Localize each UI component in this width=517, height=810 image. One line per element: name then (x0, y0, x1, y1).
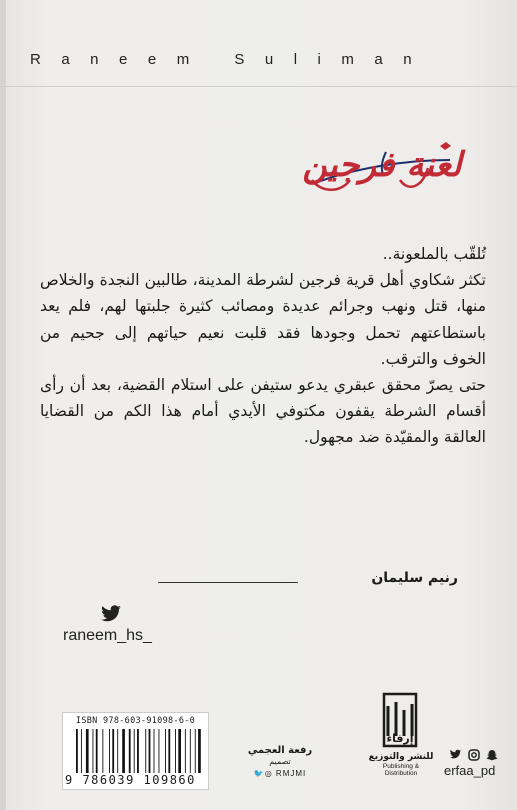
barcode-bar (154, 729, 155, 773)
barcode-bar (122, 729, 125, 773)
author-handle: raneem_hs_ (63, 627, 152, 644)
blurb-paragraph-2: تكثر شكاوي أهل قرية فرجين لشرطة المدينة، طالبين النجدة والخلاص منها، قتل ونهب وجرائم عديدة ومصائب كثيرة جلبتها لهم، فلم يعد باستطاعتهم تحمل وجودها فقد قلبت نعيم حياتهم إلى جحيم من الخوف والترقب. (40, 271, 486, 368)
blurb-paragraph-1: تُلقّب بالملعونة.. (382, 245, 486, 263)
svg-text:إرفاء: إرفاء (386, 732, 414, 745)
publisher-social-icons (449, 748, 505, 762)
author-name-latin: Raneem Suliman (30, 51, 433, 68)
barcode-bar (76, 729, 78, 773)
designer-name: رفعة العجمي (247, 745, 313, 756)
snapchat-icon (486, 750, 497, 760)
blurb-text (40, 241, 486, 451)
divider (0, 86, 517, 87)
twitter-icon (100, 605, 122, 623)
barcode-bar (149, 729, 151, 773)
barcode (62, 712, 209, 790)
barcode-bar (198, 729, 201, 773)
barcode-bar (93, 729, 94, 773)
barcode-bar (195, 729, 196, 773)
barcode-bar (109, 729, 110, 773)
publisher-logo (378, 690, 422, 750)
barcode-bar (134, 729, 135, 773)
instagram-icon (469, 750, 479, 760)
publisher-handle: erfaa_pd (444, 763, 496, 778)
barcode-bar (178, 729, 181, 773)
svg-text:لعنة فرجين: لعنة فرجين (302, 145, 462, 185)
isbn-text: ISBN 978-603-91098-6-0 (75, 716, 196, 726)
publisher-tagline-en: Publishing & Distribution (382, 763, 420, 777)
designer-label: تصميم (269, 757, 291, 766)
barcode-bar (185, 729, 186, 773)
signature-line (158, 582, 298, 583)
spine-edge (0, 0, 6, 810)
barcode-bar (96, 729, 98, 773)
signature-name: رنيم سليمان (371, 570, 458, 586)
barcode-bar (190, 729, 191, 773)
instagram-icon: ◎ (264, 769, 273, 778)
designer-handle: 🐦◎ RMJMI (253, 769, 307, 778)
barcode-bar (137, 729, 139, 773)
book-title (290, 130, 470, 202)
barcode-bar (129, 729, 131, 773)
barcode-bar (112, 729, 114, 773)
ean-number: 9 786039 109860 (65, 773, 196, 787)
barcode-bar (117, 729, 118, 773)
twitter-icon (450, 750, 461, 759)
twitter-icon: 🐦 (253, 769, 265, 778)
barcode-bar (81, 729, 82, 773)
barcode-bar (86, 729, 89, 773)
barcode-bar (175, 729, 176, 773)
designer-credit (240, 745, 320, 778)
barcode-bar (102, 729, 103, 773)
barcode-bar (165, 729, 166, 773)
barcode-bars (76, 729, 206, 773)
signature-row (158, 570, 458, 590)
blurb-paragraph-3: حتى يصرّ محقق عبقري يدعو ستيفن على استلام القضية، بعد أن رأى أقسام الشرطة يقفون مكتوفي الأيدي أمام هذا الكم من القضايا العالقة والمقيّدة ضد مجهول. (40, 376, 486, 447)
barcode-bar (168, 729, 170, 773)
publisher-tagline-ar: للنشر والتوزيع (368, 752, 434, 762)
barcode-bar (159, 729, 160, 773)
publisher-tagline (368, 752, 434, 777)
barcode-bar (145, 729, 146, 773)
